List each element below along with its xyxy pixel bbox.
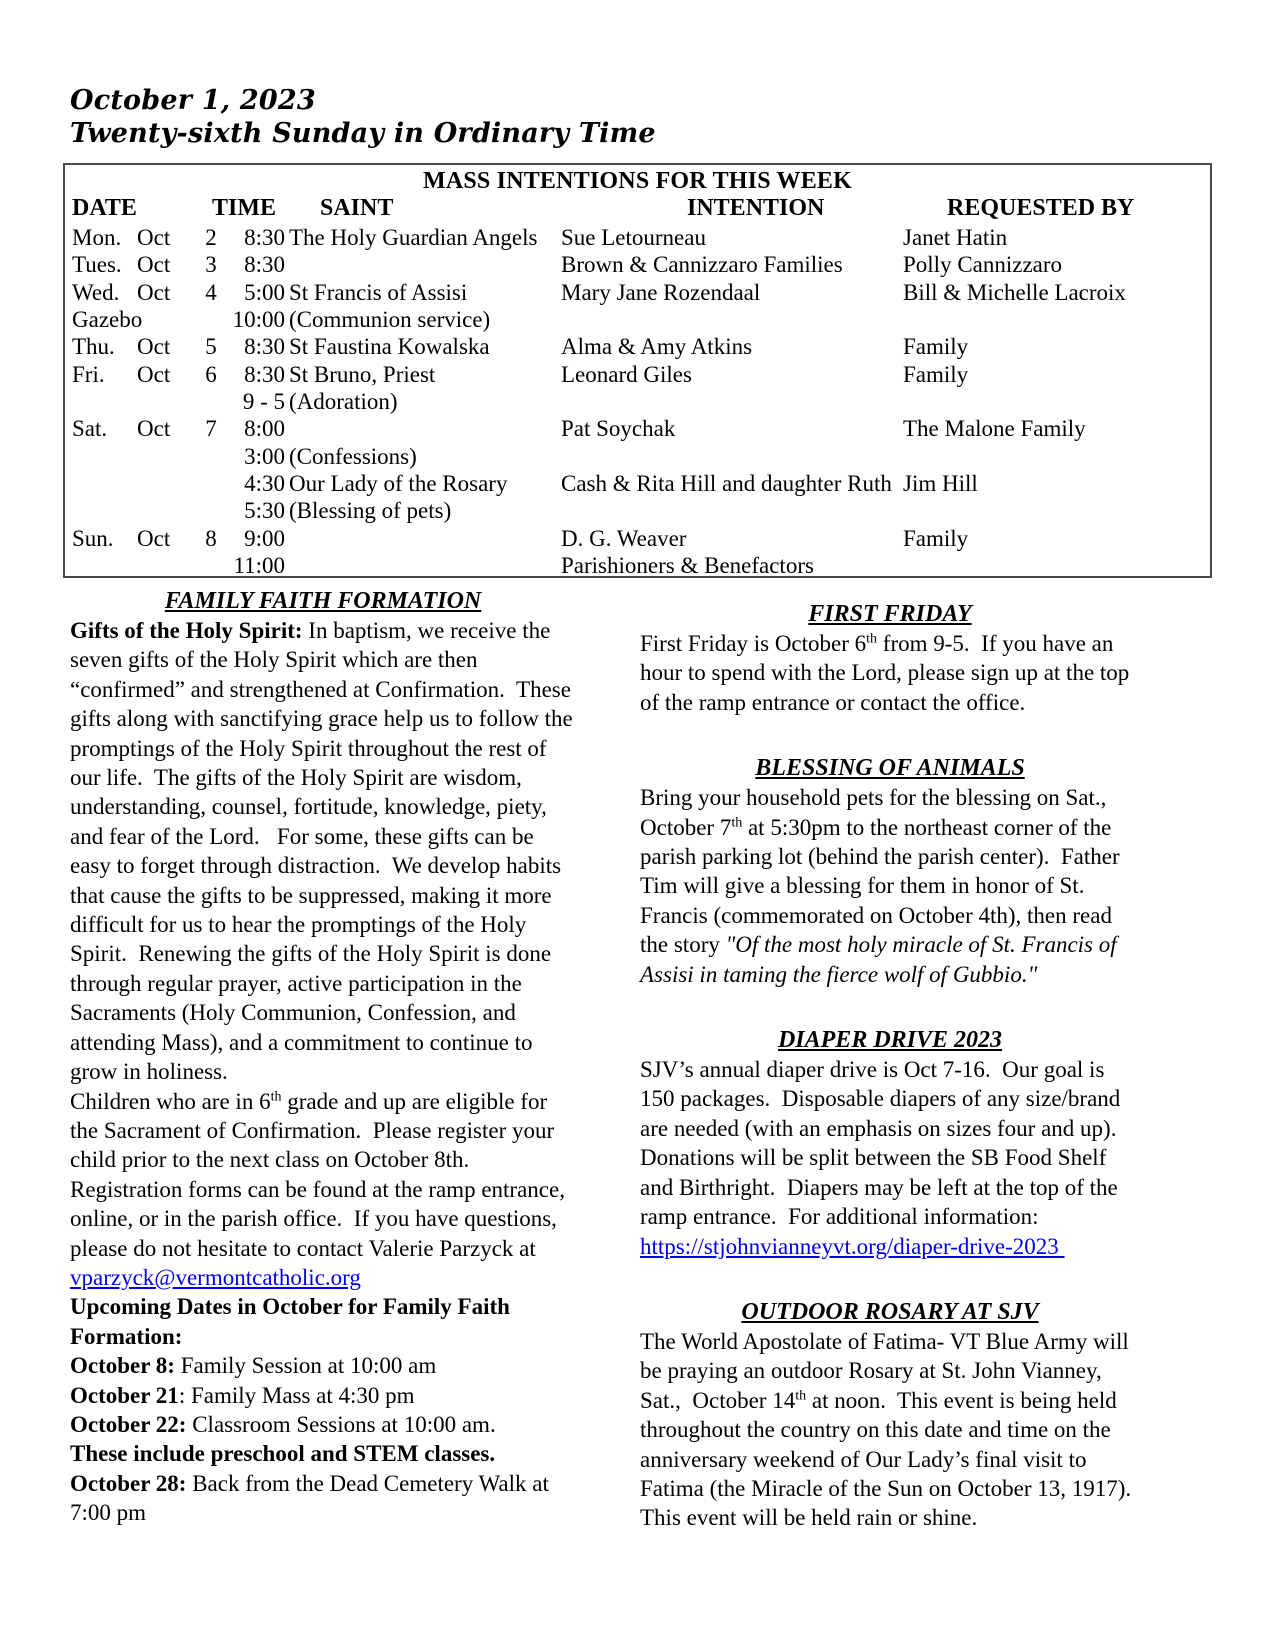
column-header-saint: SAINT — [320, 195, 394, 221]
cell-requested: Janet Hatin — [903, 225, 1008, 250]
mass-intention-row — [65, 251, 1210, 278]
ordinal-superscript: th — [270, 1088, 282, 1104]
cell-day — [65, 470, 137, 497]
cell-saint: Our Lady of the Rosary — [289, 471, 508, 497]
cell-intention: Parishioners & Benefactors — [561, 553, 814, 579]
diaper-drive-paragraph — [640, 1055, 1140, 1261]
cell-time: 8:30 — [244, 225, 285, 250]
cell-saint: St Bruno, Priest — [289, 361, 436, 387]
diaper-drive-link[interactable]: https://stjohnvianneyvt.org/diaper-drive-2023 — [640, 1233, 1065, 1259]
cell-saint — [287, 552, 561, 579]
cell-month — [137, 497, 197, 524]
cell-requested: The Malone Family — [903, 416, 1086, 442]
cell-intention: Pat Soychak — [561, 416, 676, 442]
cell-month: Oct — [137, 525, 171, 551]
text-run: In baptism, we receive the seven gifts of the Holy Spirit which are then “confirmed” and strengthened at Confirmation. These gifts along with sanctifying grace help us to follow the promptings of the Holy Spirit throughout the rest of our life. The gifts of the Holy Spirit are wisdom, understanding, counsel, fortitude, knowledge, piety, and fear of the Lord. For some, these gifts can be easy to forget through distraction. We develop habits that cause the gifts to be suppressed, making it more difficult for us to hear the promptings of the Holy Spirit. Renewing the gifts of the Holy Spirit is done through regular prayer, active participation in the Sacraments (Holy Communion, Confession, and attending Mass), and a commitment to continue to grow in holiness. — [70, 618, 579, 1085]
section-heading-blessing-of-animals: BLESSING OF ANIMALS — [755, 755, 1025, 782]
text-run: October 28: — [70, 1470, 187, 1496]
text-run — [495, 1441, 512, 1466]
mass-intention-row — [65, 470, 1210, 497]
cell-saint — [287, 525, 561, 552]
cell-requested: Family — [903, 334, 969, 360]
mass-intentions-table — [63, 163, 1212, 578]
ordinal-superscript: th — [795, 1388, 807, 1404]
column-header-requested-by: REQUESTED BY — [947, 195, 1135, 221]
cell-time: 8:30 — [244, 252, 285, 278]
cell-month: Oct — [137, 416, 171, 442]
cell-day: Sat. — [72, 416, 108, 442]
mass-intention-row — [65, 552, 1210, 579]
text-run: from 9-5. If you have an hour to spend with the Lord, please sign up at the top of the ramp entrance or contact the office. — [640, 631, 1136, 715]
text-run: October 21 — [70, 1382, 179, 1408]
mass-intention-row — [65, 279, 1210, 306]
cell-day — [65, 388, 137, 415]
upcoming-dates-heading-line — [70, 1292, 576, 1351]
cell-requested — [903, 306, 1210, 333]
text-run: : Family Mass at 4:30 pm — [178, 1382, 415, 1408]
cell-requested: Bill & Michelle Lacroix — [903, 279, 1126, 305]
cell-num — [197, 443, 225, 470]
cell-time: 5:00 — [244, 279, 285, 305]
cell-month: Oct — [137, 361, 171, 387]
cell-saint: (Blessing of pets) — [289, 498, 452, 524]
cell-saint: St Francis of Assisi — [289, 279, 468, 305]
mass-intention-row — [65, 361, 1210, 388]
cell-intention: Mary Jane Rozendaal — [561, 279, 761, 305]
date-line-october-8 — [70, 1351, 576, 1380]
cell-saint — [287, 415, 561, 442]
right-column — [640, 586, 1143, 1533]
sunday-title-line: Twenty-sixth Sunday in Ordinary Time — [70, 118, 656, 149]
mass-intentions-header-row — [65, 195, 1210, 224]
cell-time: 3:00 — [244, 443, 285, 469]
cell-intention: Sue Letourneau — [561, 225, 706, 250]
text-run: Gifts of the Holy Spirit: — [70, 618, 303, 643]
cell-intention: Leonard Giles — [561, 361, 692, 387]
ordinal-superscript: th — [731, 814, 743, 830]
text-run: Family Session at 10:00 am — [174, 1353, 437, 1379]
cell-saint: (Communion service) — [289, 307, 491, 333]
cell-saint: (Confessions) — [289, 443, 417, 469]
cell-num: 2 — [205, 225, 217, 250]
cell-num — [197, 388, 225, 415]
cell-month — [137, 552, 197, 579]
mass-intention-row — [65, 306, 1210, 333]
cell-time: 4:30 — [244, 471, 285, 497]
cell-day — [65, 443, 137, 470]
cell-month: Oct — [137, 252, 171, 278]
cell-day: Wed. — [72, 279, 120, 305]
cell-time: 8:30 — [244, 361, 285, 387]
section-heading-outdoor-rosary: OUTDOOR ROSARY AT SJV — [741, 1298, 1039, 1325]
mass-intention-row — [65, 388, 1210, 415]
section-heading-diaper-drive: DIAPER DRIVE 2023 — [777, 1027, 1003, 1054]
cell-num — [197, 497, 225, 524]
cell-month: Oct — [137, 334, 171, 360]
text-run: October 8: — [70, 1353, 175, 1379]
column-header-intention: INTENTION — [687, 195, 825, 221]
section-heading-first-friday: FIRST FRIDAY — [808, 601, 972, 627]
column-header-date: DATE — [72, 195, 137, 221]
mass-intention-row — [65, 415, 1210, 442]
outdoor-rosary-paragraph — [640, 1327, 1143, 1533]
cell-month — [137, 388, 197, 415]
mass-intention-row — [65, 443, 1210, 470]
cell-requested — [903, 443, 1210, 470]
column-header-time: TIME — [212, 195, 277, 221]
cell-saint: The Holy Guardian Angels — [289, 225, 538, 250]
left-column — [70, 586, 579, 1528]
cell-time: 9:00 — [244, 525, 285, 551]
cell-month — [137, 443, 197, 470]
masthead — [70, 84, 656, 150]
cell-intention: Brown & Cannizzaro Families — [561, 252, 843, 278]
confirmation-registration-paragraph — [70, 1087, 576, 1293]
cell-num — [197, 552, 225, 579]
cell-day: Thu. — [72, 334, 115, 360]
section-heading-family-faith-formation: FAMILY FAITH FORMATION — [164, 588, 482, 614]
blessing-of-animals-paragraph — [640, 783, 1140, 989]
cell-requested — [903, 552, 1210, 579]
mass-intentions-title: MASS INTENTIONS FOR THIS WEEK — [422, 168, 853, 194]
email-link[interactable]: vparzyck@vermontcatholic.org — [70, 1264, 361, 1290]
cell-time: 9 - 5 — [242, 389, 285, 415]
text-run: at noon. This event is being held throughout the country on this date and time on the anniversary weekend of Our Lady’s final visit to Fatima (the Miracle of the Sun on October 13, 1917). This event will be held rain or shine. — [640, 1387, 1143, 1531]
cell-time: 8:00 — [244, 416, 285, 442]
cell-requested: Family — [903, 361, 969, 387]
cell-intention: Cash & Rita Hill and daughter Ruth — [561, 471, 892, 497]
cell-requested — [903, 388, 1210, 415]
text-run: October 22: — [70, 1411, 187, 1437]
cell-month — [137, 470, 197, 497]
cell-num: 8 — [205, 525, 217, 551]
date-line-october-21 — [70, 1381, 576, 1410]
cell-day: Fri. — [72, 361, 105, 387]
cell-saint: St Faustina Kowalska — [289, 334, 490, 360]
text-run: The World Apostolate of Fatima- VT Blue Army will be praying an outdoor Rosary at St. John Vianney, Sat., October 14 — [640, 1328, 1135, 1413]
text-run: Upcoming Dates in October for Family Faith Formation: — [70, 1294, 516, 1349]
cell-time: 11:00 — [233, 553, 285, 579]
cell-num: 7 — [205, 416, 217, 442]
cell-requested: Jim Hill — [903, 471, 978, 497]
cell-num: 3 — [205, 252, 217, 278]
cell-month: Oct — [137, 279, 171, 305]
text-run: grade and up are eligible for the Sacrament of Confirmation. Please register your child prior to the next class on October 8th. Registration forms can be found at the ramp entrance, online, or in the parish office. If you have questions, please do not hesitate to contact Valerie Parzyck at — [70, 1088, 571, 1261]
cell-num: 5 — [205, 334, 217, 360]
mass-intention-row — [65, 333, 1210, 360]
date-line: October 1, 2023 — [70, 85, 316, 116]
mass-intention-row — [65, 525, 1210, 552]
mass-intention-row — [65, 224, 1210, 251]
cell-intention — [561, 443, 903, 470]
date-line-october-28 — [70, 1439, 576, 1527]
text-run: Children who are in 6 — [70, 1088, 271, 1114]
cell-intention: D. G. Weaver — [561, 525, 687, 551]
cell-month — [137, 306, 197, 333]
cell-day: Gazebo — [72, 307, 143, 333]
mass-intentions-rows — [65, 224, 1210, 579]
ordinal-superscript: th — [866, 631, 878, 647]
cell-day: Sun. — [72, 525, 114, 551]
cell-day — [65, 552, 137, 579]
first-friday-paragraph — [640, 629, 1140, 717]
cell-time: 10:00 — [232, 307, 285, 333]
cell-intention — [561, 388, 903, 415]
cell-intention — [561, 306, 903, 333]
cell-day: Tues. — [72, 252, 122, 278]
cell-saint: (Adoration) — [289, 389, 398, 415]
cell-intention — [561, 497, 903, 524]
text-run: These include preschool and STEM classes. — [70, 1441, 496, 1467]
date-line-october-22 — [70, 1410, 576, 1439]
cell-month: Oct — [137, 225, 171, 250]
cell-intention: Alma & Amy Atkins — [561, 334, 753, 360]
cell-num: 4 — [205, 279, 217, 305]
cell-day — [65, 497, 137, 524]
text-run: SJV’s annual diaper drive is Oct 7-16. Our goal is 150 packages. Disposable diapers of any size/brand are needed (with an emphasis on sizes four and up). Donations will be split between the SB Food Shelf and Birthright. Diapers may be left at the top of the ramp entrance. For additional information: — [640, 1057, 1128, 1230]
mass-intention-row — [65, 497, 1210, 524]
cell-time: 8:30 — [244, 334, 285, 360]
cell-num: 6 — [205, 361, 217, 387]
family-faith-paragraph — [70, 616, 579, 1087]
text-run: First Friday is October 6 — [640, 631, 867, 656]
cell-requested — [903, 497, 1210, 524]
cell-saint — [287, 251, 561, 278]
text-run: Back from the Dead Cemetery Walk at 7:00 pm — [70, 1470, 555, 1526]
text-run: "Of the most holy miracle of St. Francis of Assisi in taming the fierce wolf of Gubbio." — [640, 932, 1122, 987]
cell-requested: Polly Cannizzaro — [903, 252, 1063, 278]
cell-num — [197, 306, 225, 333]
text-run: Classroom Sessions at 10:00 am. — [186, 1411, 496, 1437]
text-run: Bring your household pets for the blessing on Sat., October 7 — [640, 785, 1113, 840]
cell-num — [197, 470, 225, 497]
text-run: at 5:30pm to the northeast corner of the parish parking lot (behind the parish center). Father Tim will give a blessing for them in honor of St. Francis (commemorated on October 4th), then read the story — [640, 814, 1125, 958]
cell-requested: Family — [903, 525, 969, 551]
cell-day: Mon. — [72, 225, 122, 250]
cell-time: 5:30 — [244, 498, 285, 524]
